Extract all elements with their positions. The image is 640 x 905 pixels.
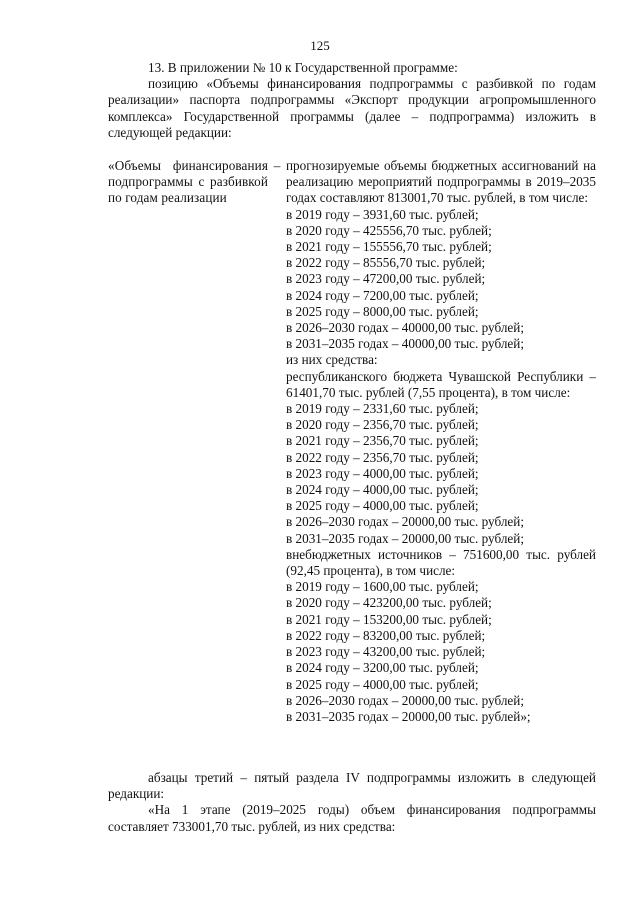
label-dash: – [273, 158, 281, 173]
total-financing-text: прогнозируемые объемы бюджетных ассигнований на реализацию мероприятий подпрограммы в 2019–2035 годах составляют 813001,70 тыс. рублей, в том числе: [286, 158, 596, 206]
year-amount-line: в 2019 году – 1600,00 тыс. рублей; [286, 579, 479, 595]
year-amount-line: в 2021 году – 153200,00 тыс. рублей; [286, 611, 492, 627]
of-them-label: из них средства: [286, 352, 378, 368]
year-amount-line: в 2025 году – 4000,00 тыс. рублей; [286, 498, 479, 514]
intro-item: 13. В приложении № 10 к Государственной программе: [148, 60, 458, 75]
total-by-year-list [286, 207, 596, 353]
year-amount-line: в 2031–2035 годах – 20000,00 тыс. рублей; [286, 530, 524, 546]
year-amount-line: в 2020 году – 2356,70 тыс. рублей; [286, 417, 479, 433]
page-number: 125 [310, 38, 330, 53]
year-amount-line: в 2031–2035 годах – 20000,00 тыс. рублей»; [286, 708, 531, 724]
republic-by-year-list [286, 401, 596, 547]
year-amount-line: в 2024 году – 3200,00 тыс. рублей; [286, 660, 479, 676]
year-amount-line: в 2025 году – 8000,00 тыс. рублей; [286, 303, 479, 319]
republic-budget-text: республиканского бюджета Чувашской Республики – 61401,70 тыс. рублей (7,55 процента), в том числе: [286, 368, 596, 400]
year-amount-line: в 2023 году – 4000,00 тыс. рублей; [286, 465, 479, 481]
financing-label: «Объемы финансирования подпрограммы с разбивкой по годам реализации [108, 158, 268, 206]
year-amount-line: в 2024 году – 7200,00 тыс. рублей; [286, 287, 479, 303]
year-amount-line: в 2026–2030 годах – 40000,00 тыс. рублей; [286, 320, 524, 336]
year-amount-line: в 2021 году – 155556,70 тыс. рублей; [286, 239, 492, 255]
financing-details [286, 158, 596, 725]
year-amount-line: в 2022 году – 83200,00 тыс. рублей; [286, 627, 486, 643]
year-amount-line: в 2026–2030 годах – 20000,00 тыс. рублей; [286, 514, 524, 530]
year-amount-line: в 2020 году – 425556,70 тыс. рублей; [286, 222, 492, 238]
year-amount-line: в 2021 году – 2356,70 тыс. рублей; [286, 433, 479, 449]
year-amount-line: в 2024 году – 4000,00 тыс. рублей; [286, 482, 479, 498]
extrabudget-by-year-list [286, 579, 596, 725]
year-amount-line: в 2025 году – 4000,00 тыс. рублей; [286, 676, 479, 692]
year-amount-line: в 2019 году – 2331,60 тыс. рублей; [286, 401, 479, 417]
year-amount-line: в 2020 году – 423200,00 тыс. рублей; [286, 595, 492, 611]
outro-paragraph-1: абзацы третий – пятый раздела IV подпрограммы изложить в следующей редакции: [108, 770, 596, 802]
year-amount-line: в 2023 году – 43200,00 тыс. рублей; [286, 644, 486, 660]
year-amount-line: в 2019 году – 3931,60 тыс. рублей; [286, 206, 479, 222]
year-amount-line: в 2023 году – 47200,00 тыс. рублей; [286, 271, 486, 287]
intro-section [108, 60, 596, 141]
year-amount-line: в 2022 году – 2356,70 тыс. рублей; [286, 449, 479, 465]
outro-paragraph-2: «На 1 этапе (2019–2025 годы) объем финансирования подпрограммы составляет 733001,70 тыс. рублей, из них средства: [108, 802, 596, 834]
extrabudget-text: внебюджетных источников – 751600,00 тыс. рублей (92,45 процента), в том числе: [286, 546, 596, 579]
year-amount-line: в 2031–2035 годах – 40000,00 тыс. рублей; [286, 336, 524, 352]
intro-paragraph: позицию «Объемы финансирования подпрограммы с разбивкой по годам реализации» паспорта подпрограммы «Экспорт продукции агропромышленного комплекса» Государственной программы (далее – подпрограмма) изложить в следующей редакции: [108, 76, 596, 140]
year-amount-line: в 2026–2030 годах – 20000,00 тыс. рублей; [286, 692, 524, 708]
outro-section [108, 770, 596, 835]
year-amount-line: в 2022 году – 85556,70 тыс. рублей; [286, 255, 486, 271]
